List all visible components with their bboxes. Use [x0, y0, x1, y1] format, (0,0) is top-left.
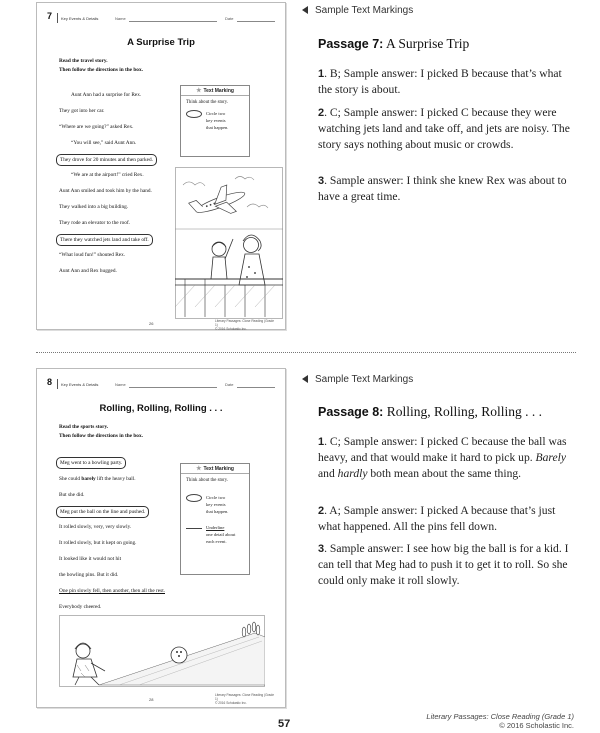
worksheet-tag: Key Events & Details	[61, 16, 99, 21]
story-line: Everybody cheered.	[59, 604, 102, 610]
worksheet-instructions	[59, 57, 229, 75]
copyright-line: Literary Passages: Close Reading (Grade 1)	[215, 319, 274, 327]
answer-number: 3	[318, 543, 325, 555]
text-marking-circle-instruction	[206, 110, 248, 131]
passage-7-heading	[318, 36, 578, 52]
answer-text: . C; Sample answer: I picked C because they were watching jets land and take off, and jets are noisy. The story says nothing about music or crowds.	[318, 106, 570, 151]
story-line: “What loud fun!” shouted Rex.	[59, 252, 126, 258]
name-label: Name	[115, 382, 126, 387]
answer-text: . Sample answer: I think she knew Rex was about to have a great time.	[318, 174, 567, 204]
story-line: But she did.	[59, 492, 85, 498]
answer-text: . A; Sample answer: I picked A because that’s just what happened. All the pins fell down.	[318, 504, 556, 534]
date-label: Date	[225, 16, 234, 21]
star-icon: ★	[196, 466, 202, 472]
answer-emphasis: hardly	[337, 466, 368, 480]
passage-label: Passage 8:	[318, 405, 384, 419]
arrow-left-icon	[302, 375, 308, 383]
vocab-word: barely	[81, 476, 96, 482]
answer-text: and	[318, 466, 338, 480]
worksheet-copyright	[215, 319, 275, 331]
passage-8-answer-3	[318, 541, 576, 588]
text-marking-title: Text Marking	[203, 466, 234, 472]
passage-8-answer-2	[318, 503, 576, 535]
copyright-line: © 2016 Scholastic Inc.	[215, 327, 247, 331]
airport-illustration	[175, 167, 283, 319]
passage-label: Passage 7:	[318, 37, 384, 51]
worksheet-number: 8	[47, 377, 53, 387]
passage-7-answer-2	[318, 105, 576, 152]
story-line: They walked into a big building.	[59, 204, 129, 210]
text-marking-title: Text Marking	[203, 88, 234, 94]
name-label: Name	[115, 16, 126, 21]
story-line: “You will see,” said Aunt Ann.	[71, 140, 137, 146]
passage-8-answer-1	[318, 434, 576, 481]
sample-label-text: Sample Text Markings	[315, 5, 414, 16]
story-line: She could barely lift the heavy ball.	[59, 476, 136, 482]
instruction-line: Then follow the directions in the box.	[59, 433, 143, 439]
story-line: It rolled slowly, but it kept on going.	[59, 540, 137, 546]
text-marking-header	[181, 464, 249, 474]
instruction-text: each event.	[206, 539, 227, 544]
text-marking-header	[181, 86, 249, 96]
text-marking-box	[180, 85, 250, 157]
story-line: They rode an elevator to the roof.	[59, 220, 131, 226]
copyright-line: Literary Passages: Close Reading (Grade 1)	[215, 693, 274, 701]
story-line-circled: There they watched jets land and take off.	[56, 234, 153, 246]
instruction-text: key events	[206, 118, 226, 123]
date-line	[237, 21, 275, 22]
header-divider	[57, 13, 58, 23]
story-line-circled: They drove for 20 minutes and then parked.	[56, 154, 157, 166]
date-label: Date	[225, 382, 234, 387]
story-line-circled: Meg put the ball on the line and pushed.	[56, 506, 149, 518]
sample-text-markings-label	[302, 5, 413, 16]
answer-text: . Sample answer: I see how big the ball is for a kid. I can tell that Meg had to push it to get it to roll. So she could only make it roll slowly.	[318, 542, 569, 587]
worksheet-thumbnail-passage-8	[36, 368, 286, 708]
passage-8-heading	[318, 404, 578, 420]
answer-text: . B; Sample answer: I picked B because that’s what the story is about.	[318, 67, 562, 97]
story-line: They got into her car.	[59, 108, 105, 114]
answer-number: 2	[318, 505, 325, 517]
credit-line: Literary Passages: Close Reading (Grade 1)	[426, 712, 574, 721]
star-icon: ★	[196, 88, 202, 94]
story-line: the bowling pins. But it did.	[59, 572, 119, 578]
copyright-line: © 2016 Scholastic Inc.	[215, 701, 247, 705]
date-line	[237, 387, 275, 388]
instruction-text: one detail about	[206, 532, 236, 537]
instruction-line: Then follow the directions in the box.	[59, 67, 143, 73]
credit-line: © 2016 Scholastic Inc.	[499, 721, 574, 730]
worksheet-copyright	[215, 693, 275, 705]
worksheet-header	[47, 11, 275, 27]
section-divider	[36, 352, 576, 353]
passage-7-answer-3	[318, 173, 576, 205]
answer-number: 3	[318, 175, 325, 187]
header-divider	[57, 379, 58, 389]
story-line: It looked like it would not hit	[59, 556, 122, 562]
story-line: “We are at the airport!” cried Rex.	[71, 172, 144, 178]
worksheet-header	[47, 377, 275, 393]
passage-title: Rolling, Rolling, Rolling . . .	[386, 404, 542, 419]
name-line	[129, 21, 217, 22]
text-marking-circle-instruction	[206, 494, 248, 515]
story-line-circled: Meg went to a bowling party.	[56, 457, 126, 469]
circle-symbol-icon	[186, 110, 202, 118]
arrow-left-icon	[302, 6, 308, 14]
worksheet-thumbnail-passage-7	[36, 2, 286, 330]
instruction-text: that happen.	[206, 125, 229, 130]
instruction-line: Read the travel story.	[59, 58, 108, 64]
passage-7-answer-1	[318, 66, 576, 98]
page-credit	[426, 712, 574, 730]
instruction-text: Circle two	[206, 111, 226, 116]
text-marking-think: Think about the story.	[186, 100, 229, 105]
passage-title: A Surprise Trip	[385, 36, 470, 51]
instruction-text: that happen.	[206, 509, 229, 514]
worksheet-instructions	[59, 423, 229, 441]
worksheet-number: 7	[47, 11, 53, 21]
story-line-underlined: One pin slowly fell, then another, then all the rest.	[59, 588, 165, 594]
instruction-line: Read the sports story.	[59, 424, 109, 430]
answer-number: 1	[318, 436, 325, 448]
answer-text: . C; Sample answer: I picked C because the ball was heavy, and that would make it hard to pick up.	[318, 435, 567, 465]
instruction-text: Underline	[206, 525, 225, 530]
circle-symbol-icon	[186, 494, 202, 502]
answer-number: 2	[318, 107, 325, 119]
worksheet-page-number: 26	[149, 321, 154, 326]
story-line: Aunt Ann had a surprise for Rex.	[71, 92, 142, 98]
worksheet-title: Rolling, Rolling, Rolling . . .	[99, 403, 223, 414]
text-marking-box	[180, 463, 250, 575]
name-line	[129, 387, 217, 388]
answer-text: both mean about the same thing.	[367, 466, 522, 480]
worksheet-title: A Surprise Trip	[127, 37, 195, 48]
worksheet-tag: Key Events & Details	[61, 382, 99, 387]
answer-number: 1	[318, 68, 325, 80]
page-number: 57	[278, 718, 291, 730]
sample-label-text: Sample Text Markings	[315, 374, 414, 385]
instruction-text: key events	[206, 502, 226, 507]
underline-symbol-icon	[186, 528, 202, 529]
text-marking-think: Think about the story.	[186, 478, 229, 483]
story-line: It rolled slowly, very, very slowly.	[59, 524, 132, 530]
instruction-text: Circle two	[206, 495, 226, 500]
story-line: “Where are we going?” asked Rex.	[59, 124, 134, 130]
text-marking-underline-instruction	[206, 524, 248, 545]
worksheet-page-number: 28	[149, 697, 154, 702]
sample-text-markings-label	[302, 374, 413, 385]
story-line: Aunt Ann smiled and took him by the hand.	[59, 188, 152, 194]
bowling-illustration	[59, 615, 265, 687]
story-line: Aunt Ann and Rex hugged.	[59, 268, 117, 274]
answer-emphasis: Barely	[535, 451, 567, 465]
